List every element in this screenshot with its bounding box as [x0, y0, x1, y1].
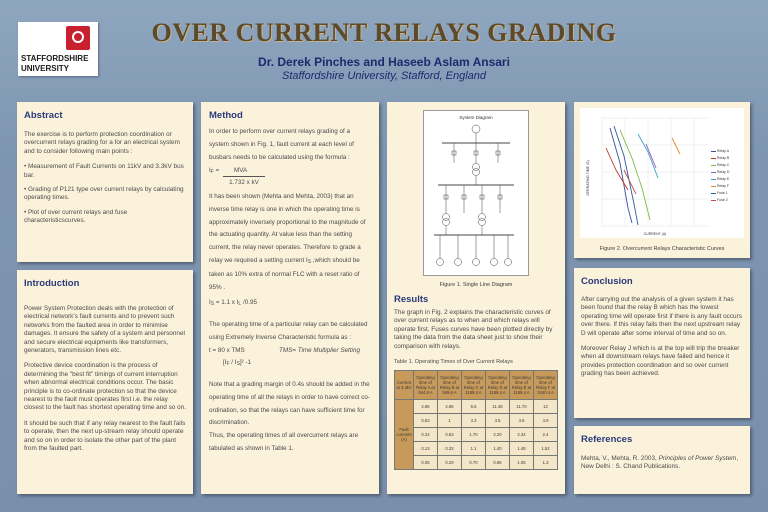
introduction-panel	[17, 270, 193, 494]
table-cell: 11.46	[486, 400, 510, 414]
table-column-header: Operating time of Relay B at 949.6 A	[438, 371, 462, 400]
curve-fuse-2	[624, 170, 636, 194]
table-cell: 4.9	[534, 414, 558, 428]
table-cell: 0.20	[438, 456, 462, 470]
table-cell: 1	[438, 414, 462, 428]
table-cell: 1.52	[534, 442, 558, 456]
legend-item: Relay E	[711, 176, 729, 183]
table-cell: 2.34	[510, 428, 534, 442]
table-row	[395, 400, 558, 414]
curve-relay-f	[672, 138, 680, 154]
legend-item: Relay A	[711, 148, 729, 155]
abstract-bullet: • Plot of over current relays and fuse characteristicscurves.	[24, 208, 128, 225]
table-column-header: Operating time of Relay D at 1189.4 A	[486, 371, 510, 400]
operating-times-table	[394, 370, 558, 470]
single-line-diagram	[423, 110, 529, 276]
table-row-header: Fault currents (A)	[395, 400, 414, 470]
table-cell: 0.33	[438, 442, 462, 456]
table-cell: 0.06	[414, 456, 438, 470]
legend-item: Relay C	[711, 162, 729, 169]
transformer	[479, 219, 486, 226]
table-cell: 0.86	[486, 456, 510, 470]
conclusion-panel	[574, 268, 750, 418]
method-paragraph: Note that a grading margin of 0.4s should be added in the operating time of all the relays in order to have correct co-ordination, so that the relays can have sufficient time for discrimination.	[209, 380, 370, 427]
motor-symbol	[473, 259, 480, 266]
method-paragraph: In order to perform over current relays grading of a system shown in Fig. 1, fault current at each level of busbars needs to be calculated using the formula :	[209, 128, 354, 161]
references-heading: References	[581, 434, 633, 445]
abstract-bullet: • Grading of P121 type over current relays by calculating operating times.	[24, 186, 184, 202]
table-cell: 1.48	[510, 442, 534, 456]
figure1-caption: Figure 1. Single Line Diagram	[439, 282, 513, 288]
legend-item: Fuse 2	[711, 197, 729, 204]
references-panel	[574, 426, 750, 494]
method-heading: Method	[209, 110, 243, 121]
figure2-caption: Figure 2. Overcurrent Relays Characteristic Curves	[599, 246, 725, 252]
diagram-drawing	[424, 123, 528, 273]
transformer	[443, 219, 450, 226]
abstract-bullets	[24, 163, 186, 225]
motor-symbol	[491, 259, 498, 266]
table-cell: 2.20	[486, 428, 510, 442]
table-cell: 1.70	[462, 428, 486, 442]
introduction-paragraph: Power System Protection deals with the protection of electrical network's fault currents and to prevent such networks from the faulted area in order to minimise damages. It ensure the safety of a system and personnel and secure electrical equipments like transformers, generators, transmission lines etc.	[24, 305, 185, 355]
results-heading: Results	[394, 294, 429, 305]
legend-item: Relay B	[711, 155, 729, 162]
operating-time-formula: t = 80 x TMS TMS= Time Multiplier Setting $[I_F / I_S]^2$ -1	[209, 346, 360, 367]
table-cell: 1.1	[462, 442, 486, 456]
table-cell: 11.70	[510, 400, 534, 414]
transformer	[473, 169, 480, 176]
method-paragraph: Thus, the operating times of all overcurrent relays are tabulated as shown in Table 1.	[209, 432, 359, 453]
method-panel	[201, 102, 379, 494]
curve-relay-d	[646, 144, 656, 168]
method-paragraph: It has been shown (Mehta and Mehta, 2003) that an inverse time relay is one in which the operating time is approximately inversely proportional to the magnitude of the actuating quantity. At value less than the setting current, the relay never operates. Therefore to grade a relay we required a setting current $I_S$ ,which should be taken as 10% extra of normal FLC with a reset ratio of 95% .	[209, 192, 366, 292]
table-cell: 0.63	[414, 414, 438, 428]
table-cell: 1.3	[534, 456, 558, 470]
table-cell: 4.5	[486, 414, 510, 428]
logo-text-line2: UNIVERSITY	[21, 64, 70, 73]
poster-title: OVER CURRENT RELAYS GRADING	[151, 18, 617, 47]
legend-item: Relay F	[711, 183, 729, 190]
introduction-paragraph: It should be such that if any relay nearest to the fault fails to operate, then the next up-stream relay should operate and so on in order to isolate the other part of the plant from the faulted part.	[24, 419, 186, 453]
diagram-title: System Diagram	[459, 115, 493, 120]
poster-affiliation: Staffordshire University, Stafford, England	[281, 70, 486, 82]
table-cell: 2.4	[534, 428, 558, 442]
fault-current-formula: $I_F$ = MVA 1.732 x kV	[209, 165, 371, 191]
curve-relay-b	[606, 148, 628, 190]
legend-item: Relay D	[711, 169, 729, 176]
chart-legend	[711, 148, 729, 204]
table-cell: 0.70	[462, 456, 486, 470]
figure2-panel	[574, 102, 750, 258]
table-column-header: Operating time of Relay F at 3440.4 A	[534, 371, 558, 400]
abstract-panel	[17, 102, 193, 262]
curve-relay-a	[610, 128, 632, 223]
table-cell: 2.86	[414, 400, 438, 414]
table-cell: 0.13	[414, 442, 438, 456]
table-column-header: Operating time of Relay E at 1189.4 A	[510, 371, 534, 400]
table-corner-cell: Current at 3.3kV	[395, 371, 414, 400]
table-cell: 12	[534, 400, 558, 414]
setting-current-formula: $I_S = 1.1$ x $I_L$ /0.95	[209, 298, 257, 307]
chart-xlabel: CURRENT (A)	[643, 232, 667, 236]
results-panel	[387, 102, 565, 494]
abstract-heading: Abstract	[24, 110, 63, 121]
table-cell: 0.22	[414, 428, 438, 442]
conclusion-paragraph: After carrying out the analysis of a given system it has been found that the relay B which has the lowest operating time will operate first if there is any fault occurs over there. If this relay fails then the next upstream relay D will operate after some interval of time and so on.	[581, 296, 742, 337]
reference-entry: Mehta, V., Mehta, R. 2003, Principles of Power System, New Delhi : S. Chand Publications.	[581, 455, 739, 471]
motor-symbol	[437, 259, 444, 266]
table-cell: 1.06	[510, 456, 534, 470]
method-paragraph: The operating time of a particular relay can be calculated using Extremely Inverse Characteristic formula as :	[209, 320, 368, 341]
chart-ylabel: OPERATING TIME (S)	[586, 160, 590, 196]
table-column-header: Operating time of Relay A at 944.6 A	[414, 371, 438, 400]
table-caption: Table 1. Operating Times of Over Current Relays	[394, 359, 513, 366]
table-cell: 0.63	[438, 428, 462, 442]
results-paragraph: The graph in Fig. 2 explains the characteristic curves of over current relays as to when and which relays will operate first. Fuses curves have been plotted directly by taking the data from the data sheet just to show their comparison with relays.	[394, 309, 553, 350]
table-cell: 6.6	[462, 400, 486, 414]
table-header-row	[395, 371, 558, 400]
introduction-paragraph: Protective device coordination is the process of determining the "best fit" timings of current interruption when abnormal electrical conditions occur. The basic principle is to co-ordinate protection so that the device nearest to the fault must operates first i.e. the relay closest to the fault has shortest operating time and so on.	[24, 362, 186, 412]
curve-relay-c	[620, 130, 650, 220]
poster-authors: Dr. Derek Pinches and Haseeb Aslam Ansari	[258, 55, 510, 69]
logo-text-line1: STAFFORDSHIRE	[21, 54, 89, 63]
table-row	[395, 442, 558, 456]
abstract-intro: The exercise is to perform protection coordination or overcurrent relays grading for a for an electrical system and to consider following main points :	[24, 131, 180, 155]
table-cell: 2.86	[438, 400, 462, 414]
introduction-heading: Introduction	[24, 278, 80, 289]
legend-item: Fuse 1	[711, 190, 729, 197]
conclusion-heading: Conclusion	[581, 276, 633, 287]
motor-symbol	[505, 259, 512, 266]
conclusion-paragraph: Moreover Relay J which is at the top will trip the breaker when all downstream relays have failed and hence it provides protection coordination and so over current grading has been achieved.	[581, 345, 740, 378]
motor-symbol	[455, 259, 462, 266]
table-column-header: Operating time of Relay C at 1189.4 A	[462, 371, 486, 400]
table-row	[395, 428, 558, 442]
table-row	[395, 456, 558, 470]
table-cell: 4.6	[510, 414, 534, 428]
table-cell: 1.40	[486, 442, 510, 456]
table-cell: 3.3	[462, 414, 486, 428]
table-row	[395, 414, 558, 428]
generator-symbol	[472, 125, 480, 133]
characteristic-curves-chart	[580, 108, 744, 238]
curve-fuse-1	[614, 126, 638, 225]
abstract-bullet: • Measurement of Fault Currents on 11kV and 3.3kV bus bar.	[24, 163, 184, 179]
